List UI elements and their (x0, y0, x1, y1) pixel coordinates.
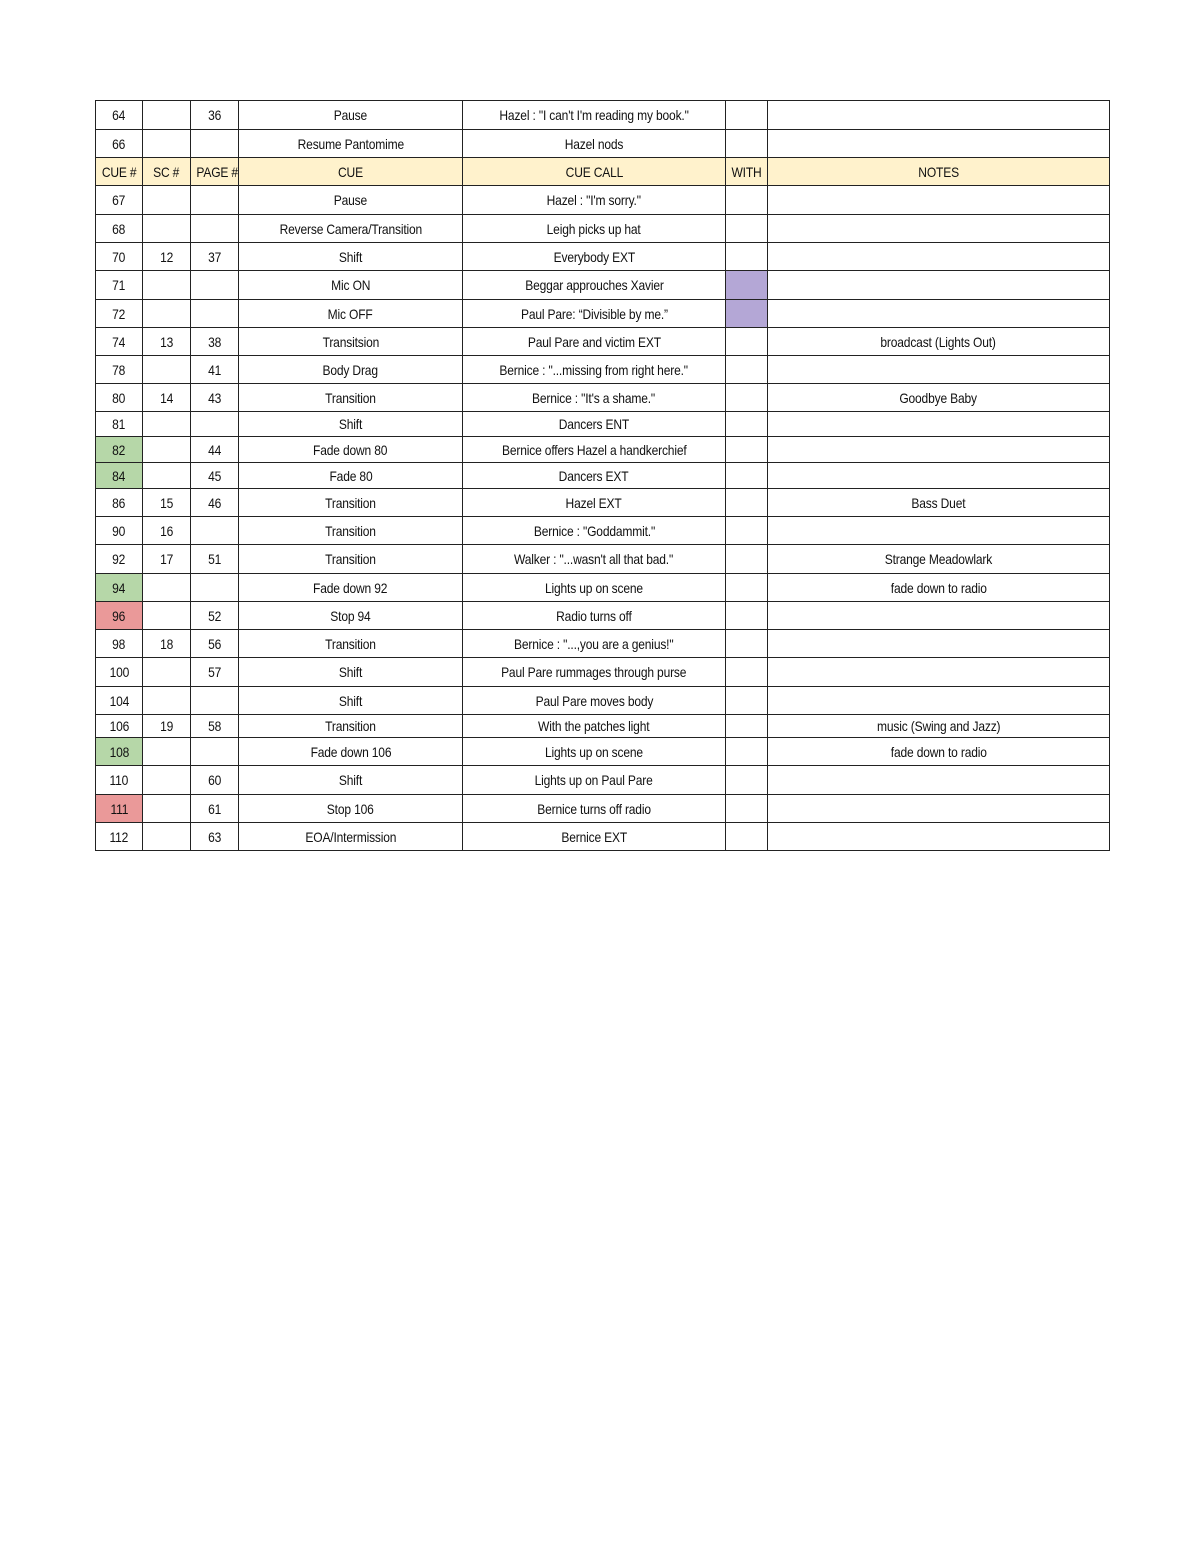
scene-number-cell (143, 437, 191, 463)
cue-cell: Shift (239, 687, 463, 715)
scene-number-cell (143, 356, 191, 384)
scene-number-cell (143, 300, 191, 328)
scene-number-cell (143, 602, 191, 630)
page-number-cell (191, 687, 239, 715)
scene-number-cell (143, 658, 191, 687)
notes-cell (768, 412, 1110, 437)
table-row (96, 356, 1110, 384)
notes-cell (768, 437, 1110, 463)
cue-cell: Fade 80 (239, 463, 463, 489)
with-cell (726, 574, 768, 602)
page-number-cell (191, 412, 239, 437)
notes-cell: Strange Meadowlark (768, 545, 1110, 574)
cue-call-cell: Bernice : "Goddammit." (463, 517, 726, 545)
cue-cell: Stop 94 (239, 602, 463, 630)
cue-cell: Shift (239, 412, 463, 437)
cue-call-cell: Hazel : "I can't I'm reading my book." (463, 101, 726, 130)
table-row (96, 328, 1110, 356)
page-number-cell: 52 (191, 602, 239, 630)
scene-number-cell: 14 (143, 384, 191, 412)
with-cell (726, 630, 768, 658)
cue-call-cell: Dancers EXT (463, 463, 726, 489)
notes-cell: broadcast (Lights Out) (768, 328, 1110, 356)
with-cell (726, 412, 768, 437)
cue-cell: Shift (239, 243, 463, 271)
cue-cell: Transition (239, 489, 463, 517)
cue-cell: Transition (239, 630, 463, 658)
scene-number-cell (143, 412, 191, 437)
table-row (96, 687, 1110, 715)
cue-cell: Resume Pantomime (239, 130, 463, 158)
cue-call-cell: Beggar approuches Xavier (463, 271, 726, 300)
cue-number-cell: 110 (96, 766, 143, 795)
cue-cell: Fade down 80 (239, 437, 463, 463)
cue-cell: Fade down 106 (239, 738, 463, 766)
notes-cell (768, 356, 1110, 384)
cue-number-cell: 67 (96, 186, 143, 215)
notes-cell (768, 186, 1110, 215)
page-number-cell: 46 (191, 489, 239, 517)
page-number-cell (191, 300, 239, 328)
cue-call-cell: Dancers ENT (463, 412, 726, 437)
with-cell (726, 300, 768, 328)
scene-number-cell (143, 738, 191, 766)
with-cell (726, 186, 768, 215)
table-row (96, 795, 1110, 823)
cue-number-cell: 72 (96, 300, 143, 328)
cue-call-cell: Paul Pare rummages through purse (463, 658, 726, 687)
cue-call-cell: Lights up on scene (463, 738, 726, 766)
cue-number-cell: 112 (96, 823, 143, 851)
table-row (96, 243, 1110, 271)
table-row (96, 738, 1110, 766)
cue-cell: Shift (239, 658, 463, 687)
cue-call-cell: Bernice offers Hazel a handkerchief (463, 437, 726, 463)
notes-cell (768, 243, 1110, 271)
scene-number-cell: 15 (143, 489, 191, 517)
notes-cell (768, 463, 1110, 489)
page-number-cell (191, 215, 239, 243)
cue-call-cell: With the patches light (463, 715, 726, 738)
column-header-cue: CUE (239, 158, 463, 186)
cue-cell: Shift (239, 766, 463, 795)
with-cell (726, 356, 768, 384)
cue-call-cell: Bernice : "...missing from right here." (463, 356, 726, 384)
cue-cell: Reverse Camera/Transition (239, 215, 463, 243)
page-number-cell: 56 (191, 630, 239, 658)
with-cell (726, 823, 768, 851)
with-cell (726, 489, 768, 517)
cue-call-cell: Hazel : "I'm sorry." (463, 186, 726, 215)
cue-number-cell: 81 (96, 412, 143, 437)
notes-cell (768, 795, 1110, 823)
page-number-cell: 63 (191, 823, 239, 851)
notes-cell (768, 630, 1110, 658)
cue-number-cell: 98 (96, 630, 143, 658)
page-number-cell: 43 (191, 384, 239, 412)
cue-sheet-table (95, 100, 1110, 851)
cue-call-cell: Paul Pare and victim EXT (463, 328, 726, 356)
cue-number-cell: 100 (96, 658, 143, 687)
column-header-with: WITH (726, 158, 768, 186)
scene-number-cell (143, 574, 191, 602)
cue-cell: Body Drag (239, 356, 463, 384)
with-cell (726, 715, 768, 738)
scene-number-cell (143, 130, 191, 158)
cue-cell: Mic OFF (239, 300, 463, 328)
cue-number-cell: 80 (96, 384, 143, 412)
cue-call-cell: Hazel EXT (463, 489, 726, 517)
table-row (96, 101, 1110, 130)
page-number-cell: 51 (191, 545, 239, 574)
table-row (96, 384, 1110, 412)
with-cell (726, 437, 768, 463)
scene-number-cell: 18 (143, 630, 191, 658)
cue-call-cell: Bernice turns off radio (463, 795, 726, 823)
cue-cell: Transition (239, 715, 463, 738)
with-cell (726, 517, 768, 545)
with-cell (726, 545, 768, 574)
scene-number-cell (143, 766, 191, 795)
cue-call-cell: Paul Pare moves body (463, 687, 726, 715)
table-row (96, 271, 1110, 300)
cue-call-cell: Lights up on scene (463, 574, 726, 602)
page-number-cell: 36 (191, 101, 239, 130)
scene-number-cell (143, 823, 191, 851)
page-number-cell (191, 517, 239, 545)
cue-number-cell: 66 (96, 130, 143, 158)
notes-cell: Goodbye Baby (768, 384, 1110, 412)
page-number-cell (191, 574, 239, 602)
column-header-page-number: PAGE # (191, 158, 239, 186)
page-number-cell: 45 (191, 463, 239, 489)
with-cell (726, 328, 768, 356)
notes-cell: Bass Duet (768, 489, 1110, 517)
column-header-cue-call: CUE CALL (463, 158, 726, 186)
table-row (96, 300, 1110, 328)
notes-cell (768, 517, 1110, 545)
page-number-cell: 60 (191, 766, 239, 795)
with-cell (726, 271, 768, 300)
with-cell (726, 463, 768, 489)
scene-number-cell (143, 795, 191, 823)
scene-number-cell: 19 (143, 715, 191, 738)
cue-cell: EOA/Intermission (239, 823, 463, 851)
cue-number-cell: 86 (96, 489, 143, 517)
with-cell (726, 738, 768, 766)
cue-cell: Fade down 92 (239, 574, 463, 602)
page-number-cell (191, 130, 239, 158)
page-number-cell: 37 (191, 243, 239, 271)
cue-cell: Pause (239, 101, 463, 130)
scene-number-cell: 17 (143, 545, 191, 574)
notes-cell (768, 823, 1110, 851)
table-row (96, 186, 1110, 215)
cue-number-cell: 90 (96, 517, 143, 545)
cue-cell: Mic ON (239, 271, 463, 300)
scene-number-cell (143, 463, 191, 489)
notes-cell (768, 687, 1110, 715)
cue-call-cell: Radio turns off (463, 602, 726, 630)
table-row (96, 130, 1110, 158)
cue-call-cell: Walker : "...wasn't all that bad." (463, 545, 726, 574)
scene-number-cell (143, 271, 191, 300)
table-row (96, 517, 1110, 545)
cue-call-cell: Bernice EXT (463, 823, 726, 851)
column-header-cue-number: CUE # (96, 158, 143, 186)
table-row (96, 574, 1110, 602)
with-cell (726, 766, 768, 795)
cue-table-body (96, 101, 1110, 851)
notes-cell (768, 602, 1110, 630)
cue-call-cell: Bernice : "...,you are a genius!" (463, 630, 726, 658)
table-row (96, 215, 1110, 243)
cue-number-cell: 84 (96, 463, 143, 489)
table-row (96, 545, 1110, 574)
cue-number-cell: 78 (96, 356, 143, 384)
table-row (96, 630, 1110, 658)
scene-number-cell (143, 215, 191, 243)
cue-number-cell: 82 (96, 437, 143, 463)
cue-cell: Stop 106 (239, 795, 463, 823)
notes-cell: fade down to radio (768, 738, 1110, 766)
table-row (96, 823, 1110, 851)
table-row (96, 489, 1110, 517)
cue-cell: Transitsion (239, 328, 463, 356)
cue-cell: Transition (239, 517, 463, 545)
column-header-scene-number: SC # (143, 158, 191, 186)
page-number-cell: 61 (191, 795, 239, 823)
notes-cell: music (Swing and Jazz) (768, 715, 1110, 738)
table-row (96, 658, 1110, 687)
cue-number-cell: 94 (96, 574, 143, 602)
cue-call-cell: Leigh picks up hat (463, 215, 726, 243)
with-cell (726, 130, 768, 158)
cue-call-cell: Bernice : "It's a shame." (463, 384, 726, 412)
cue-number-cell: 96 (96, 602, 143, 630)
table-row (96, 715, 1110, 738)
with-cell (726, 101, 768, 130)
cue-number-cell: 74 (96, 328, 143, 356)
cue-cell: Transition (239, 384, 463, 412)
cue-number-cell: 111 (96, 795, 143, 823)
with-cell (726, 215, 768, 243)
with-cell (726, 243, 768, 271)
page-number-cell: 58 (191, 715, 239, 738)
page-number-cell (191, 271, 239, 300)
table-row (96, 602, 1110, 630)
cue-cell: Pause (239, 186, 463, 215)
table-row (96, 437, 1110, 463)
cue-call-cell: Paul Pare: “Divisible by me.” (463, 300, 726, 328)
page-number-cell: 41 (191, 356, 239, 384)
notes-cell: fade down to radio (768, 574, 1110, 602)
scene-number-cell (143, 101, 191, 130)
with-cell (726, 384, 768, 412)
scene-number-cell: 16 (143, 517, 191, 545)
with-cell (726, 602, 768, 630)
notes-cell (768, 271, 1110, 300)
page-number-cell (191, 186, 239, 215)
table-row (96, 412, 1110, 437)
column-header-row (96, 158, 1110, 186)
notes-cell (768, 130, 1110, 158)
cue-number-cell: 106 (96, 715, 143, 738)
cue-call-cell: Lights up on Paul Pare (463, 766, 726, 795)
notes-cell (768, 658, 1110, 687)
table-row (96, 766, 1110, 795)
cue-number-cell: 92 (96, 545, 143, 574)
page-number-cell: 44 (191, 437, 239, 463)
page-number-cell: 38 (191, 328, 239, 356)
cue-number-cell: 108 (96, 738, 143, 766)
cue-number-cell: 64 (96, 101, 143, 130)
cue-cell: Transition (239, 545, 463, 574)
scene-number-cell (143, 186, 191, 215)
scene-number-cell: 13 (143, 328, 191, 356)
notes-cell (768, 215, 1110, 243)
notes-cell (768, 766, 1110, 795)
notes-cell (768, 300, 1110, 328)
scene-number-cell (143, 687, 191, 715)
cue-number-cell: 104 (96, 687, 143, 715)
notes-cell (768, 101, 1110, 130)
page-number-cell (191, 738, 239, 766)
cue-number-cell: 71 (96, 271, 143, 300)
table-row (96, 463, 1110, 489)
cue-number-cell: 70 (96, 243, 143, 271)
scene-number-cell: 12 (143, 243, 191, 271)
with-cell (726, 687, 768, 715)
cue-call-cell: Hazel nods (463, 130, 726, 158)
column-header-notes: NOTES (768, 158, 1110, 186)
cue-call-cell: Everybody EXT (463, 243, 726, 271)
cue-number-cell: 68 (96, 215, 143, 243)
with-cell (726, 658, 768, 687)
page-number-cell: 57 (191, 658, 239, 687)
with-cell (726, 795, 768, 823)
